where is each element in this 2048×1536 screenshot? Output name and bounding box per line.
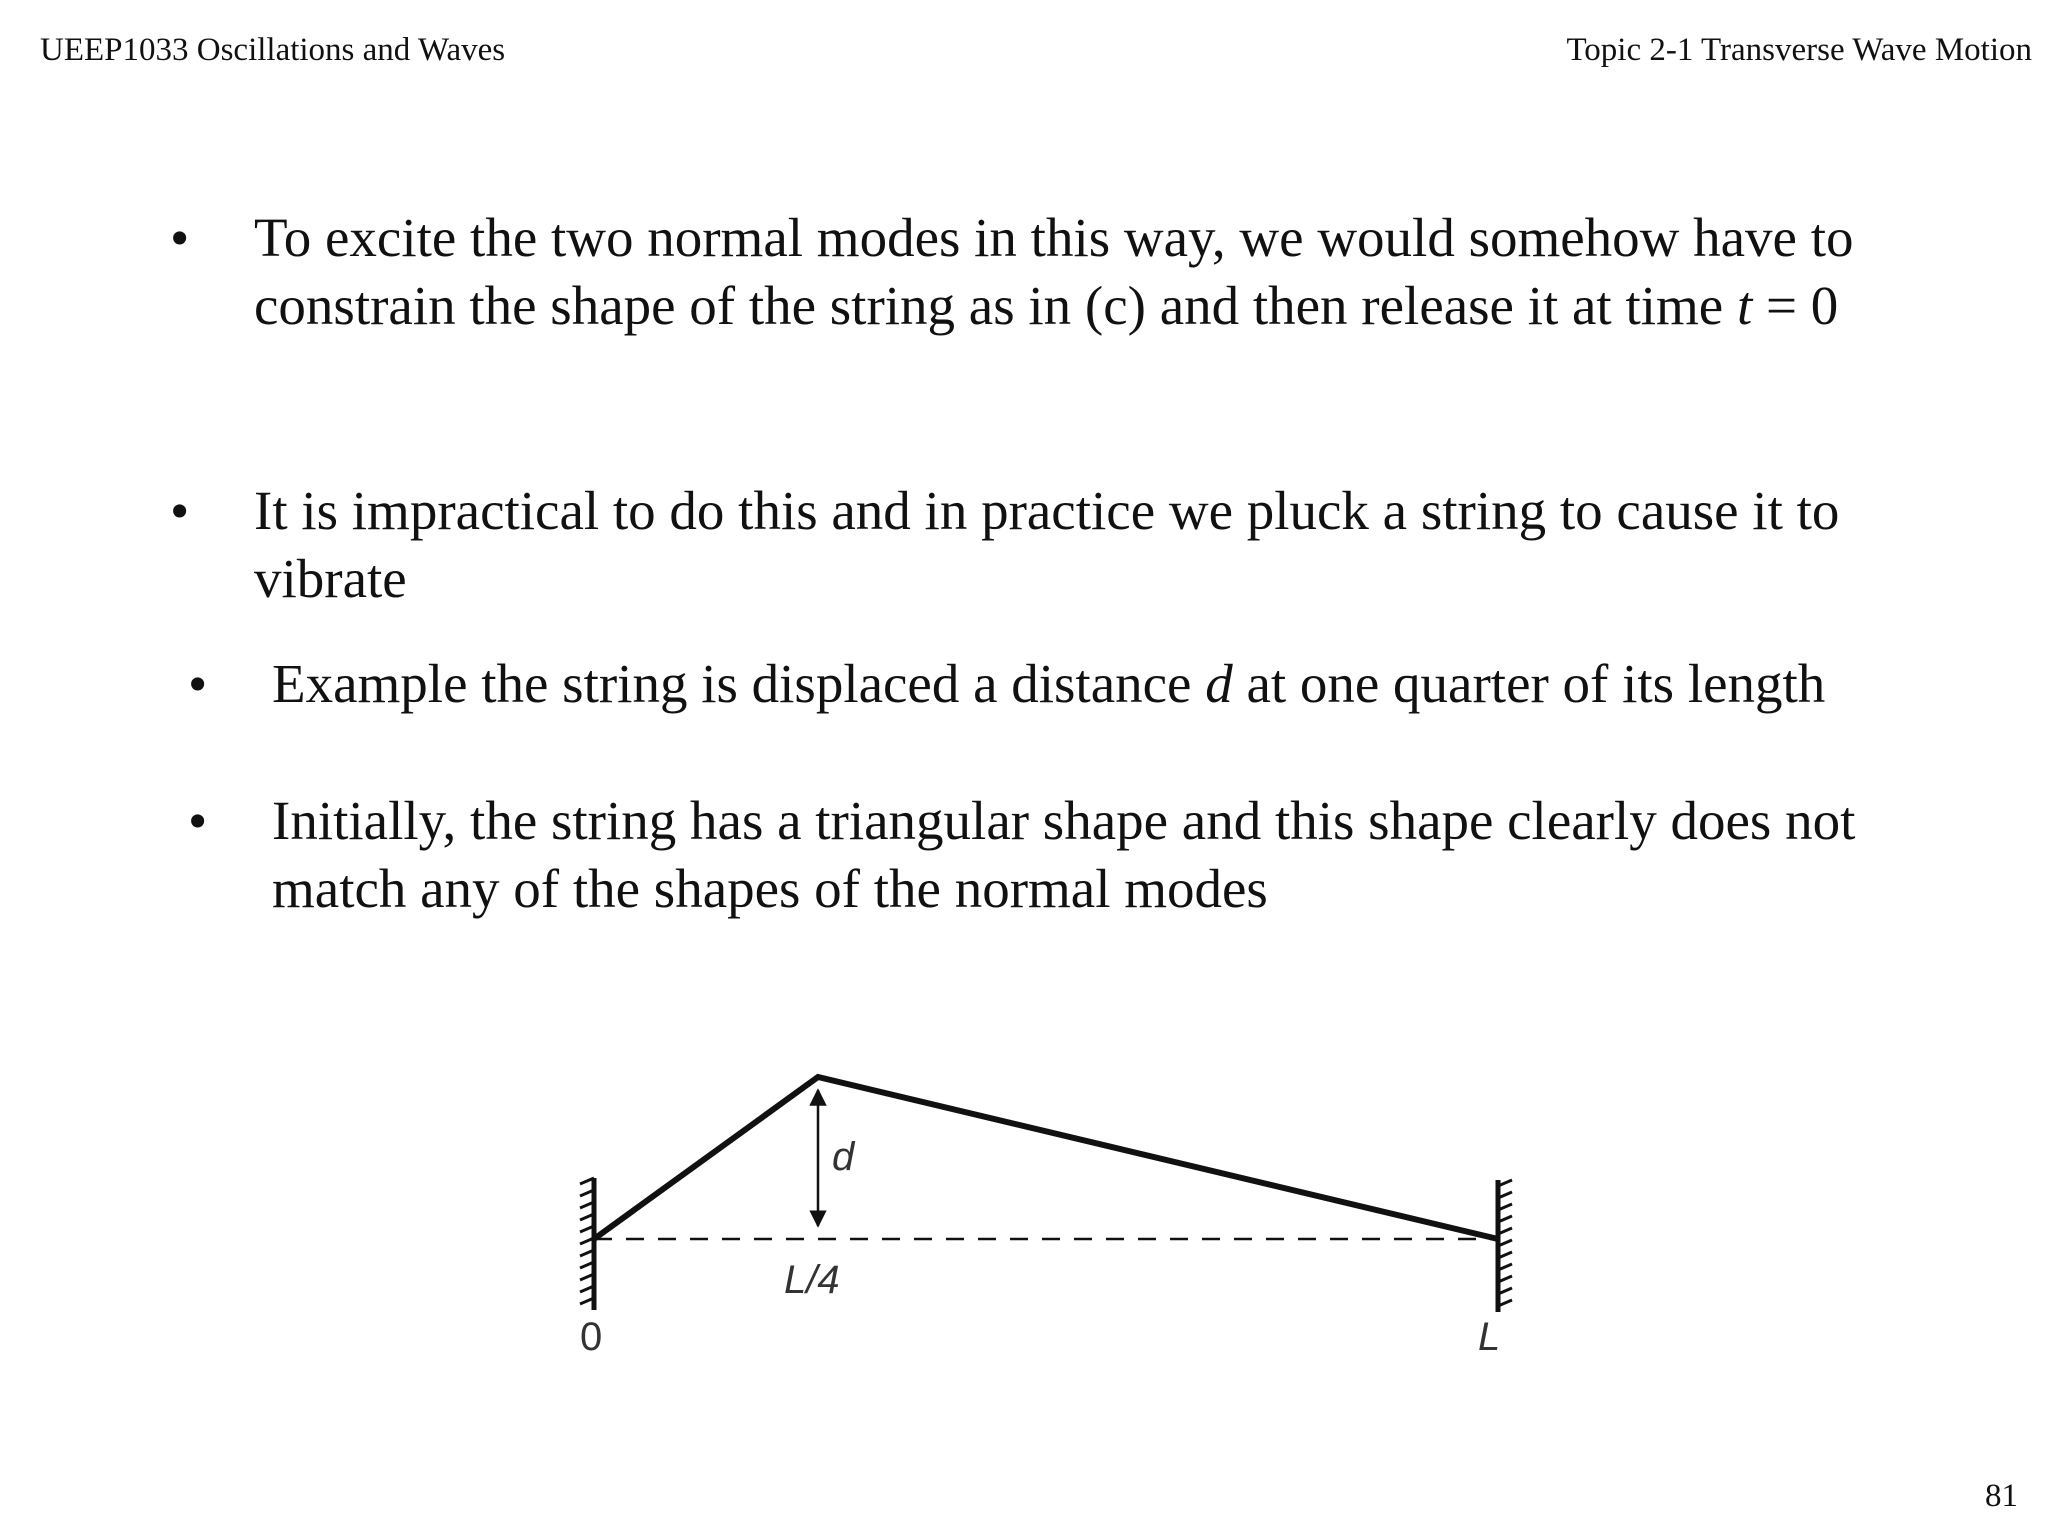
page-number: 81: [1985, 1478, 2018, 1514]
bullet-text-end: = 0: [1752, 275, 1839, 337]
bullet-italic-text: d: [1205, 653, 1233, 714]
bullet-item-1: [170, 204, 1894, 340]
bullet-marker: •: [170, 207, 190, 268]
bullet-italic-text: t: [1736, 275, 1753, 337]
header-course-title: UEEP1033 Oscillations and Waves: [40, 32, 506, 68]
plucked-string-diagram: [560, 1060, 1580, 1360]
plucked-string: [594, 1077, 1498, 1239]
label-quarter-length: L/4: [784, 1258, 840, 1302]
label-origin: 0: [580, 1315, 603, 1359]
label-d: d: [832, 1135, 855, 1179]
bullet-item-4: [188, 787, 2002, 923]
bullet-text: To excite the two normal modes in this way, we would somehow have to constrain the shape of the string as in (c) and then release it at time: [254, 207, 1854, 337]
bullet-text: Example the string is displaced a distance: [272, 653, 1206, 714]
bullet-marker: •: [170, 480, 190, 541]
bullet-text: It is impractical to do this and in practice we pluck a string to cause it to vibrate: [254, 480, 1840, 610]
label-length: L: [1478, 1315, 1501, 1359]
bullet-item-3: [188, 650, 1992, 718]
bullet-text-end: at one quarter of its length: [1232, 653, 1826, 714]
left-wall-support: [580, 1178, 594, 1310]
right-wall-support: [1498, 1180, 1512, 1312]
bullet-item-2: [170, 477, 1894, 613]
bullet-marker: •: [188, 653, 208, 714]
header-topic-title: Topic 2-1 Transverse Wave Motion: [1566, 32, 2032, 68]
bullet-text: Initially, the string has a triangular shape and this shape clearly does not match any of the shapes of the normal modes: [272, 790, 1856, 920]
bullet-marker: •: [188, 790, 208, 851]
